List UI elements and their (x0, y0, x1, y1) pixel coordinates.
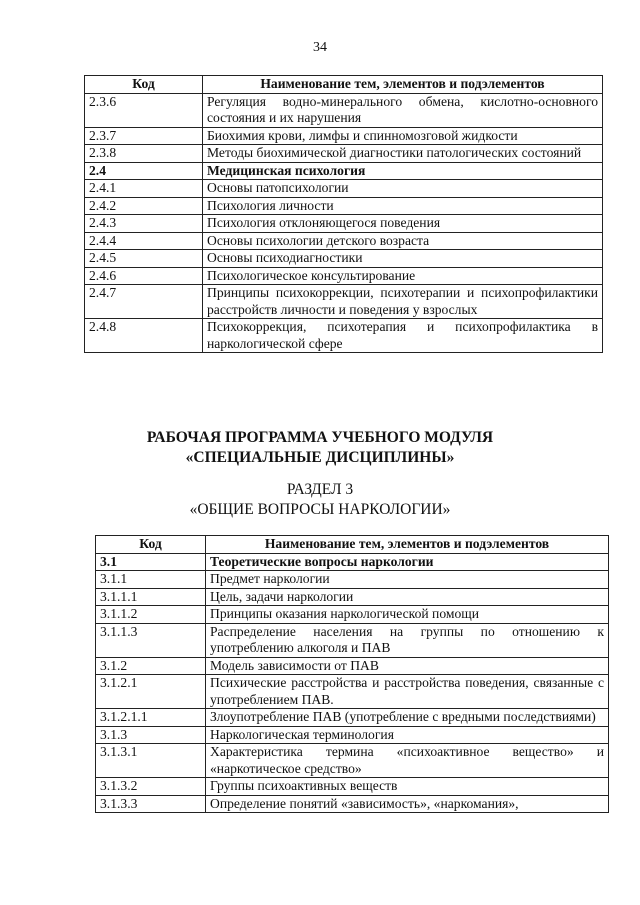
row-code: 3.1.1.1 (96, 588, 206, 606)
table-row (96, 553, 609, 571)
row-topic-name: Принципы оказания наркологической помощи (206, 606, 609, 624)
row-topic-name: Основы патопсихологии (203, 180, 603, 198)
table-row (96, 744, 609, 778)
table-row (85, 180, 603, 198)
row-topic-name: Цель, задачи наркологии (206, 588, 609, 606)
row-topic-name: Модель зависимости от ПАВ (206, 657, 609, 675)
table-header-row (85, 76, 603, 94)
row-code: 2.4.4 (85, 232, 203, 250)
row-code: 2.4.8 (85, 319, 203, 353)
row-topic-name: Группы психоактивных веществ (206, 778, 609, 796)
table-row (96, 606, 609, 624)
section-title-line-2: «ОБЩИЕ ВОПРОСЫ НАРКОЛОГИИ» (189, 501, 451, 518)
column-header-code: Код (96, 536, 206, 554)
row-topic-name: Характеристика термина «психоактивное вещество» и «наркотическое средство» (206, 744, 609, 778)
row-topic-name: Психология личности (203, 197, 603, 215)
row-topic-name: Методы биохимической диагностики патологических состояний (203, 145, 603, 163)
table-row (96, 657, 609, 675)
row-code: 3.1.1.2 (96, 606, 206, 624)
row-topic-name: Принципы психокоррекции, психотерапии и психопрофилактики расстройств личности и поведения у взрослых (203, 285, 603, 319)
row-code: 3.1.2.1.1 (96, 709, 206, 727)
row-code: 3.1.3.2 (96, 778, 206, 796)
row-topic-name: Предмет наркологии (206, 571, 609, 589)
row-code: 3.1.3.3 (96, 795, 206, 813)
table-row (85, 145, 603, 163)
page-number: 34 (313, 40, 327, 55)
table-row (96, 675, 609, 709)
row-topic-name: Определение понятий «зависимость», «наркомания», (206, 795, 609, 813)
row-topic-name: Биохимия крови, лимфы и спинномозговой жидкости (203, 127, 603, 145)
row-topic-name: Психические расстройства и расстройства поведения, связанные с употреблением ПАВ. (206, 675, 609, 709)
table-row (96, 588, 609, 606)
row-code: 2.4.5 (85, 250, 203, 268)
row-topic-name: Медицинская психология (203, 162, 603, 180)
row-topic-name: Регуляция водно-минерального обмена, кислотно-основного состояния и их нарушения (203, 93, 603, 127)
table-header-row (96, 536, 609, 554)
table-row (96, 778, 609, 796)
row-topic-name: Психокоррекция, психотерапия и психопрофилактика в наркологической сфере (203, 319, 603, 353)
row-code: 3.1.3 (96, 726, 206, 744)
row-code: 2.4.2 (85, 197, 203, 215)
section-title-line-1: РАЗДЕЛ 3 (286, 481, 354, 498)
topics-table-section-2 (84, 75, 603, 353)
module-title-line-1: РАБОЧАЯ ПРОГРАММА УЧЕБНОГО МОДУЛЯ (146, 429, 494, 446)
table-row (96, 709, 609, 727)
table-row (85, 215, 603, 233)
row-topic-name: Психология отклоняющегося поведения (203, 215, 603, 233)
table-row (85, 232, 603, 250)
table-row (85, 267, 603, 285)
row-code: 2.3.7 (85, 127, 203, 145)
row-code: 2.4.6 (85, 267, 203, 285)
row-code: 3.1.1.3 (96, 623, 206, 657)
table-body (96, 553, 609, 813)
table-row (85, 285, 603, 319)
column-header-code: Код (85, 76, 203, 94)
row-code: 3.1.3.1 (96, 744, 206, 778)
table-row (85, 93, 603, 127)
module-title-line-2: «СПЕЦИАЛЬНЫЕ ДИСЦИПЛИНЫ» (185, 449, 455, 466)
table-row (96, 795, 609, 813)
table-row (85, 197, 603, 215)
row-code: 2.4.7 (85, 285, 203, 319)
row-topic-name: Основы психологии детского возраста (203, 232, 603, 250)
table-row (85, 127, 603, 145)
table-row (96, 726, 609, 744)
table-row (96, 623, 609, 657)
table-row (85, 162, 603, 180)
column-header-name: Наименование тем, элементов и подэлементов (206, 536, 609, 554)
table-row (85, 250, 603, 268)
row-code: 2.3.6 (85, 93, 203, 127)
row-topic-name: Распределение населения на группы по отношению к употреблению алкоголя и ПАВ (206, 623, 609, 657)
row-topic-name: Злоупотребление ПАВ (употребление с вредными последствиями) (206, 709, 609, 727)
row-topic-name: Наркологическая терминология (206, 726, 609, 744)
row-topic-name: Психологическое консультирование (203, 267, 603, 285)
row-code: 2.3.8 (85, 145, 203, 163)
row-code: 3.1.2.1 (96, 675, 206, 709)
column-header-name: Наименование тем, элементов и подэлементов (203, 76, 603, 94)
row-code: 2.4.1 (85, 180, 203, 198)
row-topic-name: Теоретические вопросы наркологии (206, 553, 609, 571)
row-code: 3.1.1 (96, 571, 206, 589)
row-code: 3.1 (96, 553, 206, 571)
row-code: 3.1.2 (96, 657, 206, 675)
row-code: 2.4.3 (85, 215, 203, 233)
row-code: 2.4 (85, 162, 203, 180)
table-row (85, 319, 603, 353)
topics-table-section-3 (95, 535, 609, 813)
module-title (0, 428, 640, 468)
section-title (0, 480, 640, 520)
row-topic-name: Основы психодиагностики (203, 250, 603, 268)
table-body (85, 93, 603, 353)
table-row (96, 571, 609, 589)
